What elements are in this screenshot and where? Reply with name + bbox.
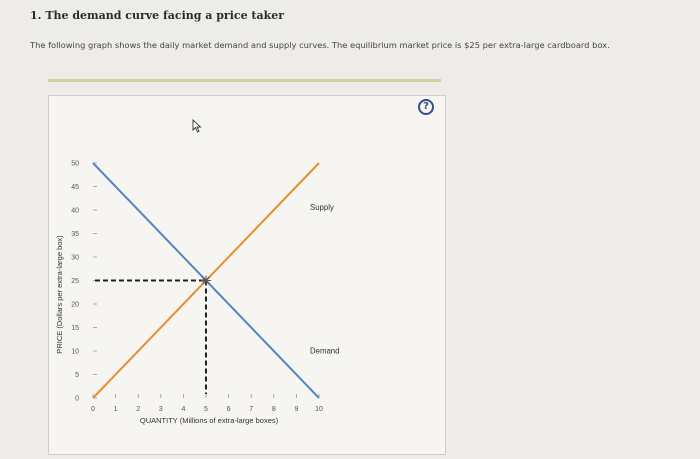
x-tick-label: 0 bbox=[91, 406, 95, 413]
x-tick-label: 5 bbox=[204, 406, 208, 413]
supply-curve-label: Supply bbox=[310, 202, 334, 212]
y-axis-label: PRICE (Dollars per extra-large box) bbox=[55, 235, 64, 354]
x-tick-label: 2 bbox=[136, 406, 141, 413]
y-tick-label: 10 bbox=[71, 348, 79, 356]
y-tick-label: 30 bbox=[71, 254, 79, 262]
y-tick-label: 25 bbox=[71, 278, 79, 285]
x-tick-label: 9 bbox=[294, 406, 299, 413]
y-tick-label: 0 bbox=[75, 395, 79, 403]
help-icon[interactable]: ? bbox=[418, 99, 434, 115]
supply-demand-chart bbox=[48, 95, 446, 455]
y-tick-label: 40 bbox=[71, 207, 79, 215]
y-tick-label: 35 bbox=[71, 231, 79, 238]
y-tick-label: 15 bbox=[71, 325, 79, 332]
x-tick-label: 7 bbox=[249, 406, 254, 413]
x-axis-label: QUANTITY (Millions of extra-large boxes) bbox=[139, 416, 279, 425]
x-tick-label: 8 bbox=[271, 406, 276, 413]
y-tick-label: 45 bbox=[71, 184, 79, 191]
y-tick-label: 5 bbox=[75, 372, 79, 379]
x-tick-label: 4 bbox=[181, 406, 186, 413]
x-tick-label: 10 bbox=[315, 406, 323, 413]
question-intro: The following graph shows the daily market demand and supply curves. The equilibrium market price is $25 per extra-large cardboard box. bbox=[30, 40, 610, 50]
x-tick-label: 3 bbox=[158, 406, 163, 413]
demand-curve-label: Demand bbox=[310, 346, 340, 356]
divider bbox=[48, 79, 441, 82]
question-heading: 1. The demand curve facing a price taker bbox=[30, 9, 285, 22]
equilibrium-point-marker bbox=[201, 276, 211, 286]
y-tick-label: 50 bbox=[71, 160, 79, 168]
x-tick-label: 1 bbox=[113, 406, 118, 413]
y-tick-label: 20 bbox=[71, 301, 79, 309]
x-tick-label: 6 bbox=[226, 406, 231, 413]
